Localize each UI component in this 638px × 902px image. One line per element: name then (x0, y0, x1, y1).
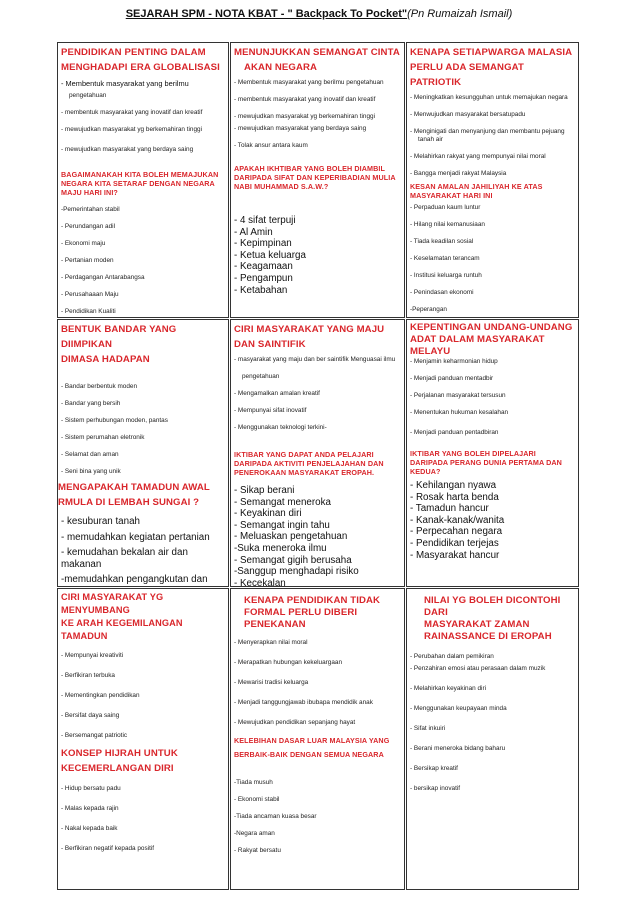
box-heading: KE ARAH KEGEMILANGAN TAMADUN (61, 618, 183, 641)
list-item: - mewujudkan masyarakat yang berdaya saing (234, 125, 367, 132)
list-item: - Mempunyai kreativiti (61, 652, 124, 659)
box-subheading: RMULA DI LEMBAH SUNGAI ? (58, 497, 200, 508)
box-subheading: BAGAIMANAKAH KITA BOLEH MEMAJUKAN NEGARA KITA SETARAF DENGAN NEGARA MAJU HARI INI? (61, 170, 219, 197)
list-item: - Menjamin keharmonian hidup (410, 358, 498, 365)
box-heading: MENGHADAPI ERA GLOBALISASI (61, 62, 220, 73)
list (410, 480, 575, 561)
list-item: - Menjadi tanggungjawab ibubapa mendidik anak (234, 699, 373, 706)
list-item: - Seni bina yang unik (61, 468, 121, 475)
list-item: - Merapatkan hubungan kekeluargaan (234, 659, 343, 666)
list-item: - Perusahaaan Maju (61, 291, 119, 298)
list-item: - Perpaduan kaum luntur (410, 204, 481, 211)
list-item: -Sanggup menghadapi risiko (234, 566, 359, 578)
list-item: - mewujudkan masyarakat yang berdaya saing (61, 146, 194, 153)
list-item: - Menggunakan teknologi terkini- (234, 424, 327, 431)
list-item: - Kepimpinan (234, 238, 292, 250)
list-item: - Meluaskan pengetahuan (234, 531, 348, 543)
list-item: - Pengampun (234, 272, 293, 284)
list-item: - Sikap berani (234, 485, 295, 496)
box-pendidikan-tidak-formal (230, 588, 405, 890)
list-item: - kesuburan tanah (61, 516, 140, 527)
box-semangat-cinta-negara (230, 42, 405, 318)
box-nilai-renaissance (406, 588, 579, 890)
list-item: - memudahkan kegiatan pertanian (61, 531, 210, 543)
list-item: - Al Amin (234, 226, 273, 238)
box-heading: DAN SAINTIFIK (234, 339, 306, 350)
list-item: - Ketabahan (234, 284, 288, 296)
list-item: - Tolak ansur antara kaum (234, 142, 308, 149)
list-item: - kemudahan bekalan air dan makanan (61, 547, 188, 570)
list (234, 215, 401, 296)
box-heading: CIRI MASYARAKAT YANG MAJU (234, 324, 385, 335)
box-heading: MASYARAKAT ZAMAN (424, 619, 530, 630)
list-item: - Kanak-kanak/wanita (410, 514, 505, 526)
list-item: - Membentuk masyarakat yang berilmu pengetahuan (234, 79, 384, 86)
box-pendidikan-globalisasi (57, 42, 229, 318)
list-item: - mewujudkan masyarakat yg berkemahiran tinggi (234, 113, 376, 120)
box-heading: AKAN NEGARA (244, 62, 318, 73)
list-item: - Pertanian moden (61, 257, 114, 264)
box-bandar-impian (57, 319, 229, 587)
list-item: -Tiada musuh (234, 779, 273, 786)
list-item: - Rosak harta benda (410, 491, 499, 503)
list-item: - Melahirkan keyakinan diri (410, 685, 487, 692)
box-subheading: IKTIBAR YANG DAPAT ANDA PELAJARI DARIPADA AKTIVITI PENJELAJAHAN DAN PENEROKAAN MASYARAKAT EROPAH. (234, 450, 384, 477)
box-masyarakat-maju (230, 319, 405, 587)
box-subheading: APAKAH IKHTIBAR YANG BOLEH DIAMBIL DARIPADA SIFAT DAN KEPERIBADIAN MULIA NABI MUHAMMAD S.A.W.? (234, 164, 396, 191)
list-item: -Tiada ancaman kuasa besar (234, 813, 317, 820)
box-heading: CIRI MASYARAKAT YG MENYUMBANG (61, 592, 164, 615)
list-item: - Penindasan ekonomi (410, 289, 474, 296)
box-heading: RAINASSANCE DI EROPAH (424, 631, 552, 642)
list-item: - masyarakat yang maju dan ber saintifik Menguasai ilmu (234, 356, 396, 363)
list-item: - Menggunakan keupayaan minda (410, 705, 507, 712)
notes-grid (57, 42, 579, 890)
list-item: - Rakyat bersatu (234, 847, 281, 854)
document-title (0, 8, 638, 20)
list-item: - Berfikiran negatif kepada positif (61, 845, 155, 852)
box-heading: PERLU ADA SEMANGAT PATRIOTIK (410, 62, 524, 88)
list-item: - Bangga menjadi rakyat Malaysia (410, 170, 507, 177)
list-item: -Negara aman (234, 830, 275, 837)
list-item: - Perubahan dalam pemikiran (410, 653, 494, 660)
box-heading: MENUNJUKKAN SEMANGAT CINTA (234, 47, 400, 58)
box-heading: KEPENTINGAN UNDANG-UNDANG (410, 322, 573, 333)
list-item: - mewujudkan masyarakat yg berkemahiran tinggi (61, 126, 203, 133)
box-heading: KENAPA PENDIDIKAN TIDAK (244, 595, 381, 606)
list-item: - Bersifat daya saing (61, 712, 120, 719)
list-item: - Menwujudkan masyarakat bersatupadu (410, 111, 526, 118)
list-item: - Bandar yang bersih (61, 400, 121, 407)
list-item: - Bersikap kreatif (410, 765, 458, 772)
list-item: - Selamat dan aman (61, 451, 119, 458)
list-item: - Menginigati dan menyanjung dan membantu pejuang (410, 128, 565, 135)
box-heading: ADAT DALAM MASYARAKAT MELAYU (410, 334, 545, 357)
list-item: -Peperangan (410, 306, 447, 313)
list-item: - Institusi keluarga runtuh (410, 272, 482, 279)
title-main: SEJARAH SPM - NOTA KBAT - " Backpack To Pocket" (125, 8, 408, 20)
list-item: - Hilang nilai kemanusiaan (410, 221, 485, 228)
list-item: - Keagamaan (234, 261, 293, 273)
list-item: - Kecekalan (234, 577, 286, 587)
list-item: - Mempunyai sifat inovatif (234, 407, 307, 414)
list-item: - Perjalanan masyarakat tersusun (410, 392, 506, 399)
list-item: - 4 sifat terpuji (234, 215, 296, 226)
list-item: - bersikap inovatif (410, 785, 461, 792)
box-heading: NILAI YG BOLEH DICONTOHI DARI (424, 595, 561, 618)
list-item: - Keselamatan terancam (410, 255, 480, 262)
list-item: - Ekonomi stabil (234, 796, 280, 803)
list-item: - Melahirkan rakyat yang mempunyai nilai moral (410, 153, 546, 160)
list-item: - Masyarakat hancur (410, 549, 500, 561)
list-item: -Suka meneroka ilmu (234, 542, 327, 554)
list-item: - Meningkatkan kesungguhan untuk memajukan negara (410, 94, 568, 101)
list-item: - Semangat gigih berusaha (234, 554, 352, 566)
box-heading: KENAPA SETIAPWARGA MALASIA (410, 47, 573, 58)
box-kegemilangan-tamadun (57, 588, 229, 890)
list-item: - Menyerapkan nilai moral (234, 639, 308, 646)
list-item: - Penzahiran emosi atau perasaan dalam muzik (410, 665, 546, 672)
list-item: - Menjadi panduan pentadbiran (410, 429, 499, 436)
list-item: - Bersemangat patriotic (61, 732, 128, 739)
list-item: - Nakal kepada baik (61, 825, 118, 832)
list-item: pengetahuan (242, 373, 280, 380)
list-item: - Perpecahan negara (410, 526, 503, 538)
list (61, 516, 225, 587)
box-heading: DIMASA HADAPAN (61, 354, 150, 365)
list-item: tanah air (418, 136, 443, 143)
title-author: (Pn Rumaizah Ismail) (407, 8, 513, 20)
box-subheading: BERBAIK-BAIK DENGAN SEMUA NEGARA (234, 750, 384, 759)
list-item: - Bandar berbentuk moden (61, 383, 138, 390)
list-item: - Sistem perhubungan moden, pantas (61, 417, 168, 424)
box-subheading: KECEMERLANGAN DIRI (61, 763, 174, 774)
list-item: - Berani meneroka bidang baharu (410, 745, 506, 752)
box-heading: BENTUK BANDAR YANG DIIMPIKAN (61, 324, 177, 350)
box-subheading: MENGAPAKAH TAMADUN AWAL (58, 482, 210, 493)
box-undang-undang-adat (406, 319, 579, 587)
list-item: - Membentuk masyarakat yang berilmu (61, 79, 189, 88)
list-item: - Pendidikan Kualiti (61, 308, 116, 315)
list-item: - Kehilangan nyawa (410, 480, 497, 491)
list-item: - Menjadi panduan mentadbir (410, 375, 494, 382)
list-item: - Semangat ingin tahu (234, 519, 330, 531)
list-item: - Mengamalkan amalan kreatif (234, 390, 320, 397)
list-item: - Menentukan hukuman kesalahan (410, 409, 509, 416)
box-subheading: KELEBIHAN DASAR LUAR MALAYSIA YANG (234, 736, 390, 745)
list-item: - Ekonomi maju (61, 240, 106, 247)
list-item: - membentuk masyarakat yang inovatif dan kreatif (61, 109, 203, 116)
list (234, 485, 401, 587)
list-item: - membentuk masyarakat yang inovatif dan kreatif (234, 96, 376, 103)
list-item: - Malas kepada rajin (61, 805, 119, 812)
list-item: - Keyakinan diri (234, 508, 302, 520)
list-item: - Mewujudkan pendidikan sepanjang hayat (234, 719, 356, 726)
list-item: - Sistem perumahan eletronik (61, 434, 145, 441)
list-item: - Tiada keadilan sosial (410, 238, 474, 245)
list-item: - Berfikiran terbuka (61, 672, 115, 679)
box-subheading: IKTIBAR YANG BOLEH DIPELAJARI DARIPADA PERANG DUNIA PERTAMA DAN KEDUA? (410, 449, 562, 476)
box-subheading: KONSEP HIJRAH UNTUK (61, 748, 178, 759)
box-semangat-patriotik (406, 42, 579, 318)
list-item: - Perundangan adil (61, 223, 116, 230)
box-heading: FORMAL PERLU DIBERI (244, 607, 358, 618)
list-item: - Perdagangan Antarabangsa (61, 274, 145, 281)
list-item: - Mementingkan pendidikan (61, 692, 140, 699)
box-subheading: KESAN AMALAN JAHILIYAH KE ATAS MASYARAKAT HARI INI (410, 182, 543, 200)
box-heading: PENEKANAN (244, 619, 306, 630)
list-item: - Semangat meneroka (234, 496, 331, 508)
list-item: - Sifat inkuiri (410, 725, 446, 732)
list-item: - Hidup bersatu padu (61, 785, 121, 792)
list-item: -Pemerintahan stabil (61, 206, 120, 213)
box-heading: PENDIDIKAN PENTING DALAM (61, 47, 206, 58)
list-item: pengetahuan (69, 92, 107, 99)
list-item: -memudahkan pengangkutan dan (61, 574, 208, 586)
list-item: - Tamadun hancur (410, 503, 489, 515)
list-item: - Mewarisi tradisi keluarga (234, 679, 309, 686)
list-item: - Pendidikan terjejas (410, 537, 499, 549)
list-item: - Ketua keluarga (234, 249, 306, 261)
